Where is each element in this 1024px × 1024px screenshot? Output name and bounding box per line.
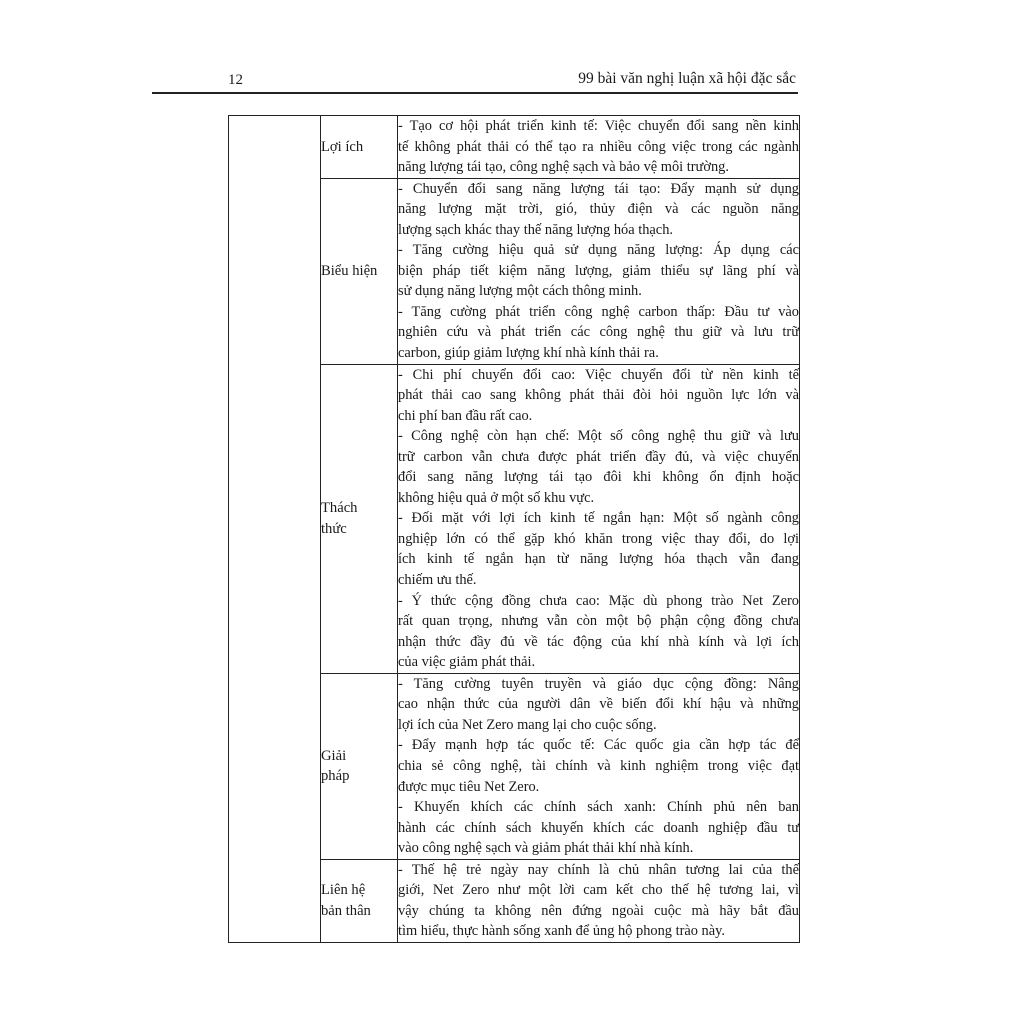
content-line: sử dụng năng lượng một cách thông minh. (398, 283, 642, 300)
content-line: rất quan trọng, nhưng vẫn còn một bộ phận cộng đồng chưa (398, 613, 799, 630)
content-line: ích kinh tế ngắn hạn từ năng lượng hóa thạch vẫn đang (398, 551, 799, 568)
outline-table-body (229, 116, 800, 943)
content-line: lượng sạch khác thay thế năng lượng hóa thạch. (398, 221, 673, 238)
row-label: pháp (321, 768, 350, 785)
content-line: vào công nghệ sạch và giảm phát thải khí nhà kính. (398, 840, 694, 857)
content-line: nghiệp lớn có thể gặp khó khăn trong việc thay đổi, do lợi (398, 530, 799, 547)
row-label-cell (321, 859, 398, 942)
content-line: nhận thức đầy đủ về tác động của khí nhà kính và lợi ích (398, 633, 799, 650)
content-line: carbon, giúp giảm lượng khí nhà kính thải ra. (398, 345, 659, 362)
content-line: không hiệu quả ở một số khu vực. (398, 489, 595, 506)
outline-table (228, 115, 800, 943)
content-line: của việc giảm phát thải. (398, 654, 536, 671)
content-line: cao nhận thức của người dân về biến đổi khí hậu và những (398, 696, 799, 713)
row-label: Giải (321, 747, 347, 764)
content-line: giới, Net Zero như một lời cam kết cho thế hệ tương lai, vì (398, 882, 799, 899)
row-content-cell (398, 116, 800, 179)
row-label: bản thân (321, 902, 371, 919)
row-label: Thách (321, 500, 358, 517)
content-line: hành các chính sách khuyến khích các doanh nghiệp đầu tư (398, 819, 799, 836)
row-label-cell (321, 116, 398, 179)
content-line: nghiên cứu và phát triển các công nghệ thu giữ và lưu trữ (398, 324, 799, 341)
content-line: phát thải cao sang không phát thải đòi hỏi nguồn lực lớn và (398, 387, 799, 404)
running-title: 99 bài văn nghị luận xã hội đặc sắc (578, 70, 796, 87)
row-label-cell (321, 364, 398, 673)
row-label: thức (321, 520, 347, 537)
content-line: - Đẩy mạnh hợp tác quốc tế: Các quốc gia cần hợp tác để (398, 737, 799, 754)
content-line: năng lượng tái tạo, công nghệ sạch và bảo vệ môi trường. (398, 159, 729, 176)
row-label: Lợi ích (321, 138, 364, 155)
content-line: - Chuyển đổi sang năng lượng tái tạo: Đẩy mạnh sử dụng (398, 180, 799, 197)
row-label: Liên hệ (321, 882, 366, 899)
row-label-cell (321, 673, 398, 859)
row-content-cell (398, 673, 800, 859)
content-line: - Công nghệ còn hạn chế: Một số công nghệ thu giữ và lưu (398, 428, 799, 445)
content-line: tế không phát thải có thể tạo ra nhiều công việc trong các ngành (398, 138, 799, 155)
table-row (229, 116, 800, 179)
content-line: - Tăng cường hiệu quả sử dụng năng lượng: Áp dụng các (398, 242, 799, 259)
content-line: - Đối mặt với lợi ích kinh tế ngắn hạn: Một số ngành công (398, 510, 799, 527)
row-content-cell (398, 178, 800, 364)
row-content-cell (398, 859, 800, 942)
content-line: đổi sang năng lượng tái tạo đôi khi không ổn định hoặc (398, 469, 799, 486)
content-line: biện pháp tiết kiệm năng lượng, giảm thiểu sự lãng phí và (398, 262, 799, 279)
content-line: trữ carbon vẫn chưa được phát triển đầy đủ, và việc chuyển (398, 448, 799, 465)
content-line: - Ý thức cộng đồng chưa cao: Mặc dù phong trào Net Zero (398, 592, 799, 609)
content-line: - Tăng cường tuyên truyền và giáo dục cộng đồng: Nâng (398, 675, 799, 692)
content-line: tìm hiểu, thực hành sống xanh để ủng hộ phong trào này. (398, 923, 725, 940)
page-header (152, 68, 798, 94)
row-content-cell (398, 364, 800, 673)
content-line: năng lượng mặt trời, gió, thủy điện và các nguồn năng (398, 201, 799, 218)
content-line: chi phí ban đầu rất cao. (398, 407, 533, 424)
row-label-cell (321, 178, 398, 364)
content-line: - Khuyến khích các chính sách xanh: Chính phủ nên ban (398, 799, 799, 816)
content-line: - Tăng cường phát triển công nghệ carbon thấp: Đầu tư vào (398, 303, 799, 320)
content-line: chiếm ưu thế. (398, 572, 477, 589)
content-line: chia sẻ công nghệ, tài chính và kinh nghiệm trong việc đạt (398, 757, 799, 774)
content-line: - Thế hệ trẻ ngày nay chính là chủ nhân tương lai của thế (398, 861, 799, 878)
content-line: - Chi phí chuyển đổi cao: Việc chuyển đổi từ nền kinh tế (398, 366, 799, 383)
row-label: Biểu hiện (321, 262, 378, 279)
content-line: được mục tiêu Net Zero. (398, 778, 540, 795)
page-number: 12 (228, 72, 243, 88)
blank-column-cell (229, 116, 321, 943)
content-line: vậy chúng ta không nên đứng ngoài cuộc mà hãy bắt đầu (398, 902, 799, 919)
content-line: - Tạo cơ hội phát triển kinh tế: Việc chuyển đổi sang nền kinh (398, 118, 799, 134)
content-line: lợi ích của Net Zero mang lại cho cuộc sống. (398, 716, 657, 733)
